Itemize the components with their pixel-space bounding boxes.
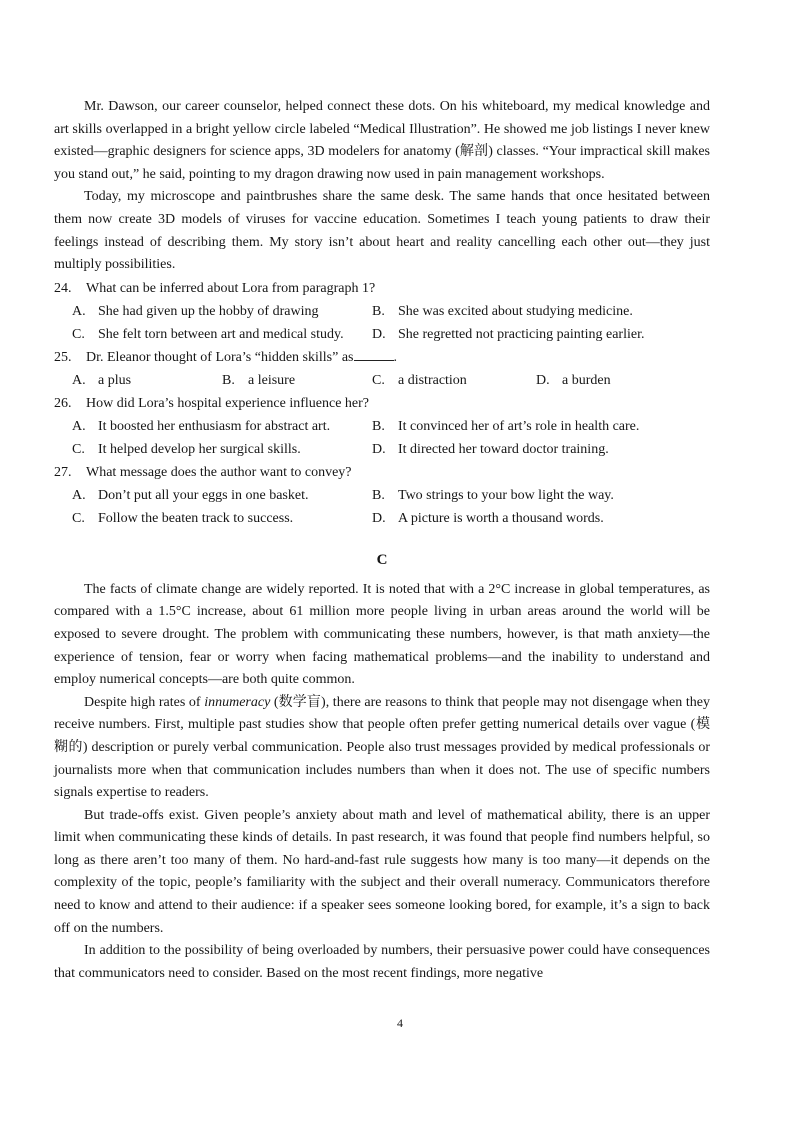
option-text: She regretted not practicing painting earlier.	[398, 326, 645, 342]
option-letter: B.	[222, 372, 235, 388]
option-text: a burden	[562, 372, 611, 388]
option-text: It helped develop her surgical skills.	[98, 441, 301, 457]
question-number: 27.	[54, 464, 72, 480]
option-d[interactable]	[372, 323, 728, 346]
question-number: 25.	[54, 349, 72, 365]
option-letter: B.	[372, 418, 385, 434]
section-heading-c: C	[376, 551, 388, 568]
option-d[interactable]	[372, 507, 728, 530]
option-letter: B.	[372, 487, 385, 503]
question-25	[54, 346, 710, 392]
option-letter: A.	[72, 418, 86, 434]
option-letter: D.	[372, 510, 386, 526]
option-letter: A.	[72, 487, 86, 503]
option-letter: D.	[536, 372, 550, 388]
options	[54, 415, 710, 461]
option-text: It directed her toward doctor training.	[398, 441, 609, 457]
passage-b-paragraph: Mr. Dawson, our career counselor, helped connect these dots. On his whiteboard, my medical knowledge and art skills overlapped in a bright yellow circle labeled “Medical Illustration”. He showed me job listings I never knew existed—graphic designers for science apps, 3D modelers for anatomy (解剖) classes. “Your impractical skill makes you stand out,” he said, pointing to my dragon drawing now used in pain management workshops.	[54, 99, 710, 182]
option-c[interactable]	[72, 438, 372, 461]
option-text: She felt torn between art and medical study.	[98, 326, 344, 342]
option-letter: C.	[72, 510, 85, 526]
option-a[interactable]	[72, 369, 222, 392]
passage-c-paragraph-3: But trade-offs exist. Given people’s anxiety about math and level of mathematical ability, there is an upper limit when communicating these kinds of details. In past research, it was found that people find numbers helpful, so long as there aren’t too many of them. No hard-and-fast rule suggests how many is too many—it depends on the complexity of the topic, people’s familiarity with the subject and their overall numeracy. Communicators therefore need to know and attend to their audience: if a speaker sees someone looking bored, for example, it’s a sign to back off on the numbers.	[54, 807, 710, 936]
option-text: Follow the beaten track to success.	[98, 510, 294, 526]
answer-blank	[354, 348, 394, 361]
option-a[interactable]	[72, 484, 372, 507]
options	[54, 369, 710, 392]
question-stem: What can be inferred about Lora from paragraph 1?	[86, 280, 376, 296]
option-c[interactable]	[372, 369, 536, 392]
option-a[interactable]	[72, 300, 372, 323]
option-text: a leisure	[248, 372, 296, 388]
question-stem-end: .	[393, 349, 397, 365]
options	[54, 484, 710, 530]
option-a[interactable]	[72, 415, 372, 438]
paragraph-text: Despite high rates of	[84, 694, 205, 710]
option-d[interactable]	[372, 438, 728, 461]
italic-term: innumeracy	[204, 694, 271, 710]
option-text: It boosted her enthusiasm for abstract art.	[98, 418, 331, 434]
option-text: a distraction	[398, 372, 467, 388]
option-b[interactable]	[372, 300, 728, 323]
option-letter: C.	[72, 441, 85, 457]
option-text: a plus	[98, 372, 132, 388]
question-number: 26.	[54, 395, 72, 411]
paragraph-text: (数学盲), there are reasons to think that people may not disengage when they receive numbers. First, multiple past studies show that people often prefer getting numerical details over vague (模糊的) description or purely verbal communication. People also trust messages provided by medical professionals or journalists more when that communication includes numbers than when it does not. The use of specific numbers signals expertise to readers.	[54, 694, 710, 801]
question-stem: How did Lora’s hospital experience influence her?	[86, 395, 370, 411]
option-c[interactable]	[72, 323, 372, 346]
option-letter: B.	[372, 303, 385, 319]
option-b[interactable]	[372, 415, 728, 438]
option-c[interactable]	[72, 507, 372, 530]
question-26	[54, 392, 710, 461]
question-stem: Dr. Eleanor thought of Lora’s “hidden skills” as	[86, 349, 354, 365]
question-stem: What message does the author want to convey?	[86, 464, 352, 480]
passage-c-paragraph-1: The facts of climate change are widely reported. It is noted that with a 2°C increase in global temperatures, as compared with a 1.5°C increase, about 61 million more people living in urban areas around the world will be exposed to severe drought. The problem with communicating these numbers, however, is that math anxiety—the experience of tension, fear or worry when facing mathematical problems—and the inability to understand and employ numerical concepts—are both quite common.	[54, 581, 710, 688]
option-text: A picture is worth a thousand words.	[398, 510, 604, 526]
question-27	[54, 461, 710, 530]
option-b[interactable]	[372, 484, 728, 507]
option-b[interactable]	[222, 369, 372, 392]
option-d[interactable]	[536, 369, 676, 392]
options	[54, 300, 710, 346]
question-number: 24.	[54, 280, 72, 296]
exam-page	[54, 96, 710, 985]
option-text: She was excited about studying medicine.	[398, 303, 633, 319]
passage-c-paragraph-2	[54, 692, 710, 805]
passage-b-paragraph: Today, my microscope and paintbrushes share the same desk. The same hands that once hesitated between them now create 3D models of viruses for vaccine education. Sometimes I teach young patients to draw their feelings instead of describing them. My story isn’t about heart and reality cancelling each other out—they just multiply possibilities.	[54, 189, 710, 273]
option-text: It convinced her of art’s role in health care.	[398, 418, 640, 434]
option-text: Don’t put all your eggs in one basket.	[98, 487, 309, 503]
option-text: Two strings to your bow light the way.	[398, 487, 614, 503]
option-text: She had given up the hobby of drawing	[98, 303, 319, 319]
option-letter: D.	[372, 441, 386, 457]
option-letter: C.	[72, 326, 85, 342]
passage-c-paragraph-4: In addition to the possibility of being overloaded by numbers, their persuasive power could have consequences that communicators need to consider. Based on the most recent findings, more negative	[54, 943, 710, 981]
option-letter: C.	[372, 372, 385, 388]
option-letter: A.	[72, 372, 86, 388]
option-letter: D.	[372, 326, 386, 342]
question-24	[54, 277, 710, 346]
option-letter: A.	[72, 303, 86, 319]
page-number: 4	[397, 1016, 403, 1030]
